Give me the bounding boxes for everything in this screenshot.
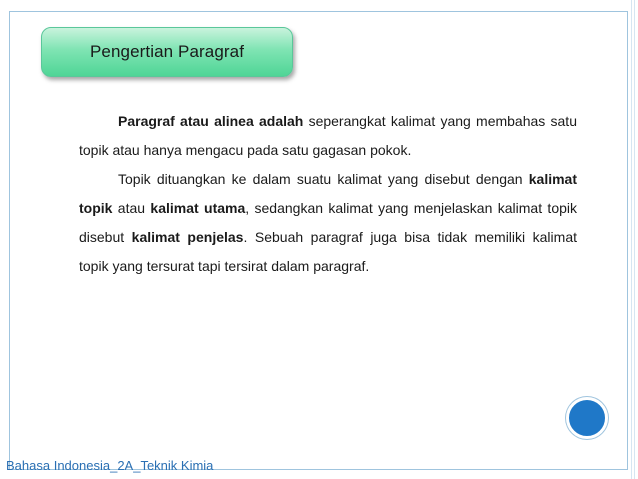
text-segment: atau [112,200,151,216]
circle-decoration [566,397,608,439]
frame-left [9,11,10,469]
text-segment: Topik dituangkan ke dalam suatu kalimat yang disebut dengan [118,171,529,187]
footer-text: Bahasa Indonesia_2A_Teknik Kimia [6,458,214,473]
edge-line [634,0,635,479]
paragraph-topic [79,165,577,281]
definition-text: seperangkat kalimat yang membahas satu topik atau hanya mengacu pada satu gagasan pokok. [79,113,577,158]
term-paragraf: Paragraf [118,113,175,129]
frame-top [9,11,627,12]
text-segment: , sedangkan kalimat yang menjelaskan kalimat topik disebut [79,200,578,245]
term-kalimat-penjelas: kalimat penjelas [131,229,244,245]
frame-right [627,11,628,469]
term-kalimat-utama: kalimat utama [150,200,246,216]
term-kalimat-topik: kalimat topik [79,171,577,216]
title-box [41,27,293,77]
edge-line [631,0,632,479]
body-text [79,107,577,281]
term-atau-alinea: atau alinea adalah [180,113,304,129]
text-segment: . Sebuah paragraf juga bisa tidak memiliki kalimat topik yang tersurat tapi tersirat dalam paragraf. [79,229,577,274]
slide-title: Pengertian Paragraf [89,42,245,61]
paragraph-definition [79,107,577,165]
